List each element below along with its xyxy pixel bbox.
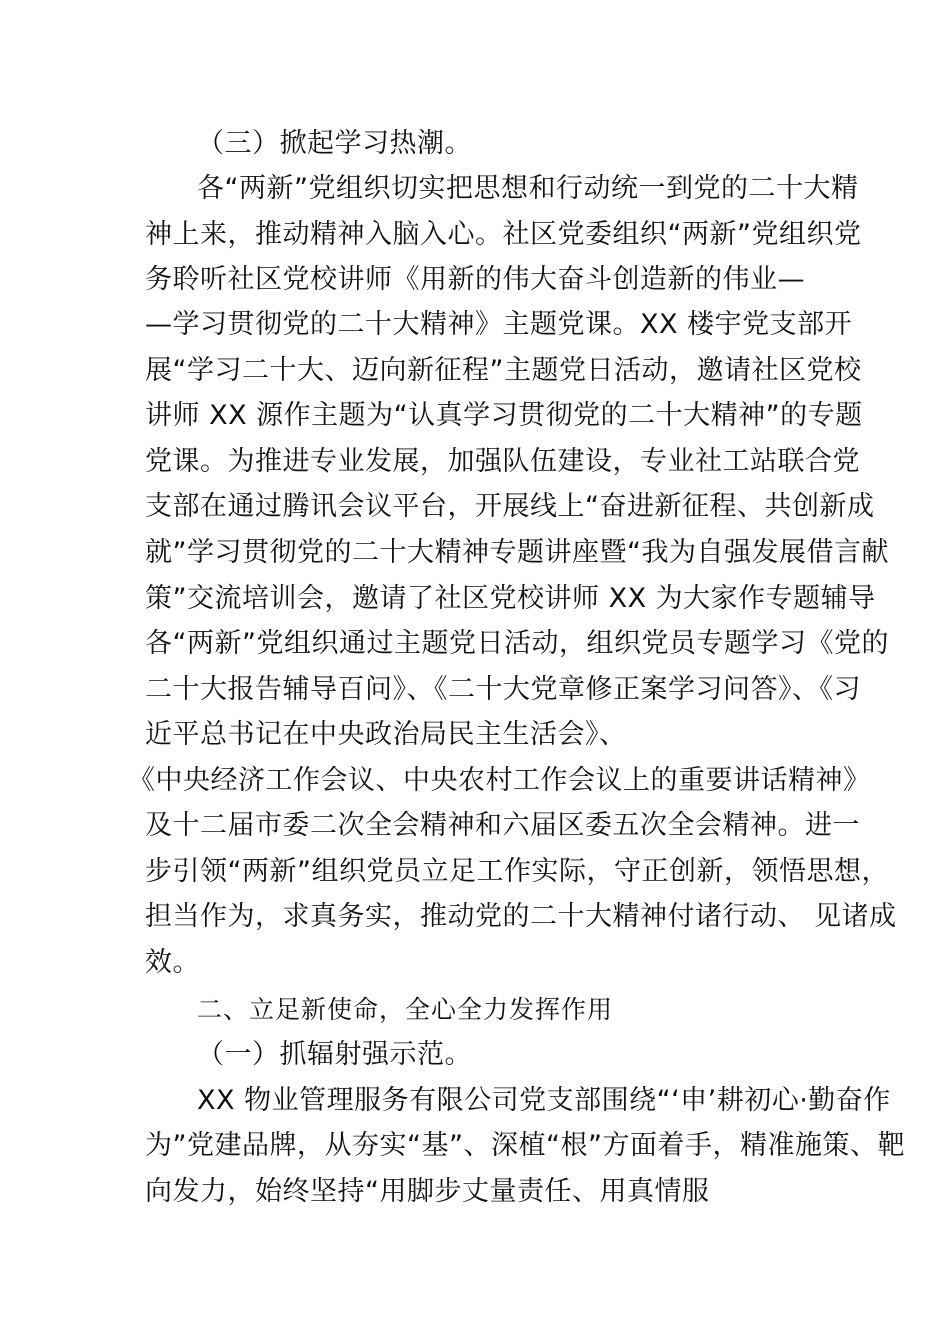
paragraph-line: 各“两新”党组织通过主题党日活动，组织党员专题学习《党的 <box>145 628 889 659</box>
paragraph-line: 《中央经济工作会议、中央农村工作会议上的重要讲话精神》 <box>128 765 871 796</box>
paragraph-line: 策”交流培训会，邀请了社区党校讲师 XX 为大家作专题辅导 <box>145 583 876 614</box>
section-heading-two: 二、立足新使命，全心全力发挥作用 <box>197 995 614 1024</box>
paragraph-line: 就”学习贯彻党的二十大精神专题讲座暨“我为自强发展借言献 <box>145 537 889 568</box>
paragraph-line: 支部在通过腾讯会议平台，开展线上“奋进新征程、共创新成 <box>145 491 875 522</box>
paragraph-line: 步引领“两新”组织党员立足工作实际，守正创新，领悟思想， <box>145 856 889 887</box>
section-heading-three: （三）掀起学习热潮。 <box>197 128 472 159</box>
paragraph-line: XX 物业管理服务有限公司党支部围绕“‘申’耕初心·勤奋作 <box>197 1085 891 1116</box>
paragraph-line: 担当作为，求真务实，推动党的二十大精神付诸行动、 见诸成 <box>145 901 897 932</box>
paragraph-line: 近平总书记在中央政治局民主生活会》、 <box>145 719 627 750</box>
paragraph-line: —学习贯彻党的二十大精神》主题党课。XX 楼宇党支部开 <box>145 309 853 340</box>
paragraph-line: 讲师 XX 源作主题为“认真学习贯彻党的二十大精神”的专题 <box>145 400 863 431</box>
paragraph-line: 及十二届市委二次全会精神和六届区委五次全会精神。进一 <box>145 810 860 841</box>
paragraph-line: 展“学习二十大、迈向新征程”主题党日活动，邀请社区党校 <box>145 355 862 386</box>
paragraph-line: 向发力，始终坚持“用脚步丈量责任、用真情服 <box>145 1176 710 1207</box>
paragraph-line: 神上来，推动精神入脑入心。社区党委组织“两新”党组织党 <box>145 219 862 250</box>
subsection-heading-one: （一）抓辐射强示范。 <box>197 1039 472 1070</box>
paragraph-line: 党课。为推进专业发展，加强队伍建设，专业社工站联合党 <box>145 446 860 477</box>
paragraph-line: 二十大报告辅导百问》、《二十大党章修正案学习问答》、《习 <box>145 674 861 705</box>
paragraph-line: 为”党建品牌，从夯实“基”、深植“根”方面着手，精准施策、靶 <box>145 1130 905 1161</box>
paragraph-line: 各“两新”党组织切实把思想和行动统一到党的二十大精 <box>197 173 859 204</box>
paragraph-line: 效。 <box>145 947 200 978</box>
paragraph-line: 务聆听社区党校讲师《用新的伟大奋斗创造新的伟业— <box>145 264 805 295</box>
